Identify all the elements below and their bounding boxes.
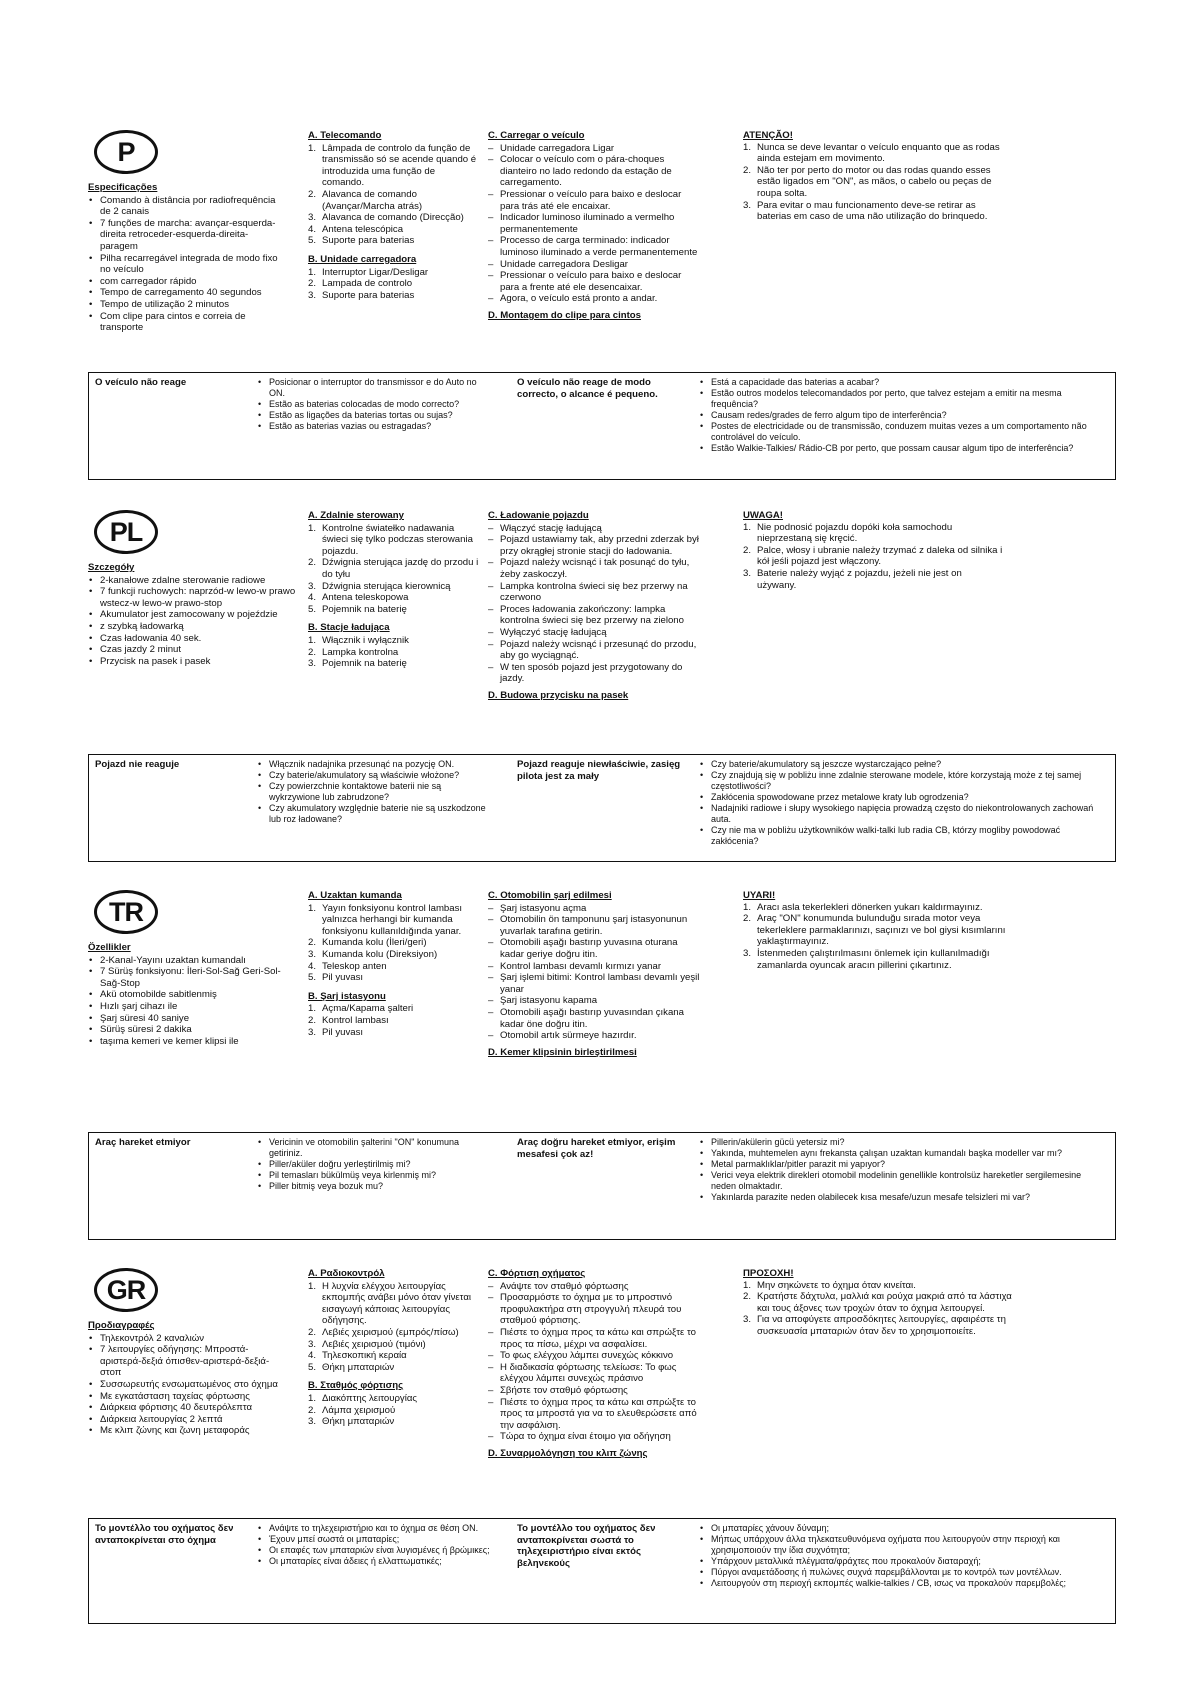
section-c-title: C. Carregar o veículo (488, 130, 585, 141)
list-item: – Η διαδικασία φόρτωσης τελείωσε: Το φως ελέγχου λάμπει συνεχώς πράσινο (488, 1362, 708, 1385)
list-item: – Otomobili aşağı bastırıp yuvasından çıkana kadar öne doğru itin. (488, 1007, 703, 1030)
list-item: – Processo de carga terminado: indicador luminoso iluminado a verde permanentemente (488, 235, 703, 258)
list-item: 2. Kontrol lambası (308, 1014, 389, 1026)
list-item: 3. Για να αποφύγετε απροσδόκητες λειτουργίες, αφαιρέστε τη συσκευασία μπαταριών όταν δεν το χρησιμοποιείτε. (743, 1314, 1006, 1337)
list-item: – Σβήστε τον σταθμό φόρτωσης (488, 1385, 708, 1397)
list-item: • Czy baterie/akumulatory są właściwie włożone? (257, 770, 492, 781)
list-item: 3. Baterie należy wyjąć z pojazdu, jeżeli nie jest on używany. (743, 567, 962, 591)
list-item: 1. Yayın fonksiyonu kontrol lambası yalnızca herhangi bir kumanda fonksiyonu kullanıldığında yanar. (308, 902, 463, 937)
list-item: • 7 funções de marcha: avançar-esquerda-direita retroceder-esquerda-direita-paragem (88, 218, 278, 253)
list-item: • Vericinin ve otomobilin şalterini "ON" konumuna getiriniz. (257, 1137, 487, 1159)
language-badge-gr: GR (94, 1268, 158, 1312)
list-item: • Piller bitmiş veya bozuk mu? (257, 1181, 487, 1192)
troubleshooting-box-gr (88, 1518, 1116, 1624)
trouble-list-2 (699, 1523, 1099, 1589)
trouble-list-1 (257, 1523, 492, 1567)
list-item: • Οι επαφές των μπαταριών είναι λυγισμένες ή βρώμικες; (257, 1545, 492, 1556)
list-item: – Pojazd należy wcisnąć i przesunąć do przodu, aby go wyciągnąć. (488, 639, 703, 662)
language-badge-pl: PL (94, 510, 158, 554)
list-item: – Indicador luminoso iluminado a vermelho permanentemente (488, 212, 703, 235)
trouble-label-2: O veículo não reage de modo correcto, o alcance é pequeno. (517, 377, 658, 400)
list-item: • Şarj süresi 40 saniye (88, 1013, 288, 1025)
warning-title: ΠΡΟΣΟΧΗ! (743, 1268, 794, 1279)
warning-column (743, 510, 1003, 591)
list-item: – Το φως ελέγχου λάμπει συνεχώς κόκκινο (488, 1350, 708, 1362)
trouble-list-2 (699, 759, 1099, 847)
list-item: • Estão Walkie-Talkies/ Rádio-CB por perto, que possam causar algum tipo de interferência? (699, 443, 1099, 454)
list-item: • Posicionar o interruptor do transmissor e do Auto no ON. (257, 377, 492, 399)
list-item: • Ανάψτε το τηλεχειριστήριο και το όχημα σε θέση ON. (257, 1523, 492, 1534)
list-item: 1. Lâmpada de controlo da função de transmissão só se acende quando é introduzida uma função de comando. (308, 142, 477, 189)
list-item: • Está a capacidade das baterias a acabar? (699, 377, 1099, 388)
list-item: • Tempo de utilização 2 minutos (88, 299, 278, 311)
list-item: • 2-Kanal-Yayını uzaktan kumandalı (88, 955, 288, 967)
list-item: • Yakınlarda parazite neden olabilecek kısa mesafe/uzun mesafe telsizleri mi var? (699, 1192, 1099, 1203)
list-item: • Διάρκεια λειτουργίας 2 λεπτά (88, 1414, 288, 1426)
list-item: • Tempo de carregamento 40 segundos (88, 287, 278, 299)
parts-column (308, 130, 478, 301)
charging-column (488, 890, 703, 1058)
list-item: 2. Não ter por perto do motor ou das rodas quando esses estão ligados em "ON", as mãos, o cabelo ou peças de roupa solta. (743, 164, 992, 199)
section-c-title: C. Otomobilin şarj edilmesi (488, 890, 612, 901)
list-item: • Czas jazdy 2 minut (88, 644, 298, 656)
list-item: • 7 Sürüş fonksiyonu: İleri-Sol-Sağ Geri-Sol-Sağ-Stop (88, 966, 288, 989)
list-item: • Akü otomobilde sabitlenmiş (88, 989, 288, 1001)
list-item: • Estão as baterias colocadas de modo correcto? (257, 399, 492, 410)
list-item: • com carregador rápido (88, 276, 278, 288)
list-item: 3. Kumanda kolu (Direksiyon) (308, 948, 438, 960)
list-item: 1. Aracı asla tekerlekleri dönerken yukarı kaldırmayınız. (743, 901, 983, 913)
list-item: • Estão outros modelos telecomandados por perto, que talvez estejam a emitir na mesma frequência? (699, 388, 1099, 410)
list-item: 2. Kumanda kolu (İleri/geri) (308, 937, 427, 949)
list-item: • Pillerin/akülerin gücü yetersiz mi? (699, 1137, 1099, 1148)
list-item: • Causam redes/grades de ferro algum tipo de interferência? (699, 410, 1099, 421)
section-b-title: B. Şarj istasyonu (308, 990, 386, 1002)
trouble-list-2 (699, 1137, 1099, 1203)
list-item: 1. Nunca se deve levantar o veículo enquanto que as rodas ainda estejam em movimento. (743, 141, 1000, 165)
list-item: 3. Suporte para baterias (308, 289, 415, 301)
list-item: • Włącznik nadajnika przesunąć na pozycję ON. (257, 759, 492, 770)
list-item: – W ten sposób pojazd jest przygotowany do jazdy. (488, 662, 703, 685)
list-item: 4. Antena telescópica (308, 223, 404, 235)
list-item: 1. Kontrolne światełko nadawania świeci się tylko podczas sterowania pojazdu. (308, 522, 473, 557)
specs-column (88, 182, 278, 334)
list-item: • z szybką ładowarką (88, 621, 298, 633)
specs-title: Özellikler (88, 942, 131, 953)
specs-title: Especificações (88, 182, 158, 193)
list-item: • Przycisk na pasek i pasek (88, 656, 298, 668)
trouble-label-1: O veículo não reage (95, 377, 187, 388)
list-item: • Czy powierzchnie kontaktowe baterii nie są wykrzywione lub zabrudzone? (257, 781, 492, 803)
list-item: • Pilha recarregável integrada de modo fixo no veículo (88, 253, 278, 276)
list-item: 2. Λεβιές χειρισμού (εμπρός/πίσω) (308, 1326, 459, 1338)
section-a-title: A. Uzaktan kumanda (308, 890, 402, 901)
list-item: • Hızlı şarj cihazı ile (88, 1001, 288, 1013)
list-item: 2. Lampada de controlo (308, 278, 413, 290)
list-item: • Τηλεκοντρόλ 2 καναλιών (88, 1333, 288, 1345)
list-item: 2. Κρατήστε δάχτυλα, μαλλιά και ρούχα μακριά από τα λάστιχα και τους άξονες των τροχών όταν το όχημα λειτουργεί. (743, 1291, 1012, 1314)
trouble-list-2 (699, 377, 1099, 454)
list-item: – Włączyć stację ładującą (488, 523, 703, 535)
list-item: – Pojazd ustawiamy tak, aby przedni zderzak był przy okrągłej stronie stacji do ładowania. (488, 534, 703, 557)
list-item: • Πύργοι αναμετάδοσης ή πυλώνες συχνά παρεμβάλλονται με το κοντρόλ των μοντέλλων. (699, 1567, 1099, 1578)
list-item: – Kontrol lambası devamlı kırmızı yanar (488, 961, 703, 973)
section-c-title: C. Φόρτιση οχήματος (488, 1268, 586, 1279)
list-item: • Nadajniki radiowe i słupy wysokiego napięcia prowadzą często do niekontrolowanych zachowań auta. (699, 803, 1099, 825)
specs-title: Προδιαγραφές (88, 1320, 155, 1331)
list-item: • Czy nie ma w pobliżu użytkowników walki-talki lub radia CB, którzy mogliby powodować zakłócenia? (699, 825, 1099, 847)
list-item: – Lampka kontrolna świeci się bez przerwy na czerwono (488, 581, 703, 604)
section-b-title: B. Stacje ładująca (308, 622, 390, 634)
list-item: 2. Dźwignia sterująca jazdę do przodu i do tyłu (308, 557, 479, 580)
list-item: • Metal parmaklıklar/pitler parazit mi yapıyor? (699, 1159, 1099, 1170)
specs-column (88, 1320, 288, 1437)
list-item: – Pressionar o veículo para baixo e deslocar para a frente até ele desencaixar. (488, 270, 703, 293)
section-a-title: A. Zdalnie sterowany (308, 510, 404, 521)
list-item: 3. Para evitar o mau funcionamento deve-se retirar as baterias em caso de uma não utilização do brinquedo. (743, 199, 988, 223)
list-item: – Wyłączyć stację ładującą (488, 627, 703, 639)
list-item: 5. Suporte para baterias (308, 235, 415, 247)
list-item: – Προσαρμόστε το όχημα με το μπροστινό προφυλακτήρα στη στρογγυλή πλευρά του σταθμού φόρτισης. (488, 1292, 708, 1327)
list-item: • 7 funkcji ruchowych: naprzód-w lewo-w prawo wstecz-w lewo-w prawo-stop (88, 586, 298, 609)
list-item: 2. Palce, włosy i ubranie należy trzymać z daleka od silnika i kół jeśli pojazd jest włączony. (743, 544, 1003, 568)
list-item: • Λειτουργούν στη περιοχή εκπομπές walkie-talkies / CB, ισως να προκαλούν παρεμβολές; (699, 1578, 1099, 1589)
parts-column (308, 510, 483, 670)
list-item: 1. Διακόπτης λειτουργίας (308, 1392, 417, 1404)
warning-column (743, 890, 1008, 971)
list-item: – Şarj istasyonu kapama (488, 995, 703, 1007)
list-item: 3. İstenmeden çalıştırılmasını önlemek için kullanılmadığı zamanlarda oyuncak aracın pillerini çıkartınız. (743, 947, 990, 971)
list-item: 5. Pil yuvası (308, 972, 364, 984)
language-badge-p: P (94, 130, 158, 174)
list-item: 4. Τηλεσκοπική κεραία (308, 1350, 407, 1362)
warning-column (743, 130, 1003, 223)
list-item: – Şarj işlemi bitimi: Kontrol lambası devamlı yeşil yanar (488, 972, 703, 995)
section-c-title: C. Ładowanie pojazdu (488, 510, 589, 521)
trouble-list-1 (257, 1137, 487, 1192)
list-item: • Οι μπαταρίες χάνουν δύναμη; (699, 1523, 1099, 1534)
list-item: 4. Teleskop anten (308, 960, 387, 972)
charging-column (488, 510, 703, 702)
list-item: • Czy znajdują się w pobliżu inne zdalnie sterowane modele, które korzystają może z tej samej częstotliwości? (699, 770, 1099, 792)
list-item: 3. Pil yuvası (308, 1026, 364, 1038)
section-d-title: D. Συναρμολόγηση του κλιπ ζώνης (488, 1447, 648, 1459)
section-d-title: D. Kemer klipsinin birleştirilmesi (488, 1046, 637, 1058)
warning-title: UYARI! (743, 890, 776, 901)
list-item: – Unidade carregadora Desligar (488, 259, 703, 271)
trouble-list-1 (257, 377, 492, 432)
list-item: • Piller/aküler doğru yerleştirilmiş mi? (257, 1159, 487, 1170)
list-item: • Czy baterie/akumulatory są jeszcze wystarczająco pełne? (699, 759, 1099, 770)
list-item: • 7 λειτουργίες οδήγησης: Μπροστά-αριστερά-δεξιά όπισθεν-αριστερά-δεξιά-στοπ (88, 1344, 288, 1379)
list-item: • Zakłócenia spowodowane przez metalowe kraty lub ogrodzenia? (699, 792, 1099, 803)
list-item: 2. Alavanca de comando (Avançar/Marcha atrás) (308, 188, 423, 212)
list-item: – Proces ładowania zakończony: lampka kontrolna świeci się bez przerwy na zielono (488, 604, 703, 627)
list-item: 3. Θήκη μπαταριών (308, 1416, 395, 1428)
warning-title: ATENÇÃO! (743, 130, 793, 141)
trouble-label-1: Pojazd nie reaguje (95, 759, 180, 770)
list-item: • Czas ładowania 40 sek. (88, 633, 298, 645)
list-item: 1. Włącznik i wyłącznik (308, 634, 409, 646)
list-item: • Akumulator jest zamocowany w pojeździe (88, 609, 298, 621)
specs-title: Szczegóły (88, 562, 135, 573)
specs-column (88, 562, 298, 667)
list-item: 3. Λεβιές χειρισμού (τιμόνι) (308, 1338, 426, 1350)
list-item: 1. Μην σηκώνετε το όχημα όταν κινείται. (743, 1279, 916, 1291)
list-item: • Czy akumulatory względnie baterie nie są uszkodzone lub roz ładowane? (257, 803, 492, 825)
list-item: – Pressionar o veículo para baixo e deslocar para trás até ele encaixar. (488, 189, 703, 212)
section-a-title: A. Ραδιοκοντρόλ (308, 1268, 385, 1279)
list-item: 4. Antena teleskopowa (308, 592, 409, 604)
list-item: – Πιέστε το όχημα προς τα κάτω και σπρώξτε το προς τα πίσω, μέχρι να ασφαλίσει. (488, 1327, 708, 1350)
list-item: 1. Açma/Kapama şalteri (308, 1003, 414, 1015)
list-item: – Πιέστε το όχημα προς τα κάτω και σπρώξτε το προς τα μπροστά για να το ελευθερώσετε από την ασφάλιση. (488, 1397, 708, 1432)
list-item: • Verici veya elektrik direkleri otomobil modelinin genellikle kontrolsüz hareketler sergilemesine neden olmaktadır. (699, 1170, 1099, 1192)
list-item: • Comando à distância por radiofrequência de 2 canais (88, 195, 278, 218)
list-item: • taşıma kemeri ve kemer klipsi ile (88, 1036, 288, 1048)
list-item: • Com clipe para cintos e correia de transporte (88, 311, 278, 334)
list-item: – Τώρα το όχημα είναι έτοιμο για οδήγηση (488, 1431, 708, 1443)
specs-column (88, 942, 288, 1047)
list-item: 3. Pojemnik na baterię (308, 658, 407, 670)
list-item: – Şarj istasyonu açma (488, 903, 703, 915)
warning-title: UWAGA! (743, 510, 783, 521)
list-item: – Otomobilin ön tamponunu şarj istasyonunun yuvarlak tarafına getirin. (488, 914, 703, 937)
charging-column (488, 130, 703, 322)
list-item: • Υπάρχουν μεταλλικά πλέγματα/φράχτες που προκαλούν διαταραχή; (699, 1556, 1099, 1567)
section-b-title: B. Σταθμός φόρτισης (308, 1380, 404, 1392)
section-b-title: B. Unidade carregadora (308, 253, 417, 265)
trouble-label-2: Pojazd reaguje niewłaściwie, zasięg pilota jest za mały (517, 759, 681, 782)
trouble-label-1: Το μοντέλλο του οχήματος δεν ανταποκρίνεται στο όχημα (95, 1523, 234, 1546)
list-item: • Yakında, muhtemelen aynı frekansta çalışan uzaktan kumandalı başka modeller var mı? (699, 1148, 1099, 1159)
trouble-label-2: Araç doğru hareket etmiyor, erişim mesafesi çok az! (517, 1137, 676, 1160)
list-item: • 2-kanałowe zdalne sterowanie radiowe (88, 575, 298, 587)
list-item: 1. Interruptor Ligar/Desligar (308, 266, 429, 278)
trouble-list-1 (257, 759, 492, 825)
list-item: • Estão as ligações da baterias tortas ou sujas? (257, 410, 492, 421)
list-item: 2. Araç "ON" konumunda bulunduğu sırada motor veya tekerleklere parmaklarınızı, saçınızı ve bol giysi kısımlarını yaklaştırmayınız. (743, 913, 1006, 948)
section-d-title: D. Montagem do clipe para cintos (488, 309, 641, 321)
list-item: • Μήπως υπάρχουν άλλα τηλεκατευθυνόμενα οχήματα που λειτουργούν στην περιοχή και χρησιμοποιούν την ίδια συχνότητα; (699, 1534, 1099, 1556)
list-item: • Sürüş süresi 2 dakika (88, 1024, 288, 1036)
list-item: 2. Λάμπα χειρισμού (308, 1404, 396, 1416)
list-item: • Postes de electricidade ou de transmissão, conduzem muitas vezes a um comportamento não controlável do veículo. (699, 421, 1099, 443)
list-item: 1. Η λυχνία ελέγχου λειτουργίας εκπομπής ανάβει μόνο όταν γίνεται εισαγωγή κάποιας λειτουργίας οδήγησης. (308, 1280, 472, 1327)
trouble-label-2: Το μοντέλλο του οχήματος δεν ανταποκρίνεται σωστά το τηλεχειριστήριο είναι εκτός βεληνεκούς (517, 1523, 656, 1569)
parts-column (308, 890, 478, 1038)
list-item: • Έχουν μπεί σωστά οι μπαταρίες; (257, 1534, 492, 1545)
warning-column (743, 1268, 1013, 1338)
language-badge-tr: TR (94, 890, 158, 934)
list-item: • Οι μπαταρίες είναι άδειες ή ελλαττωματικές; (257, 1556, 492, 1567)
list-item: • Διάρκεια φόρτισης 40 δευτερόλεπτα (88, 1402, 288, 1414)
parts-column (308, 1268, 483, 1428)
list-item: – Colocar o veículo com o pára-choques dianteiro no lado redondo da estação de carregamento. (488, 154, 703, 189)
list-item: – Pojazd należy wcisnąć i tak posunąć do tyłu, żeby zaskoczył. (488, 557, 703, 580)
list-item: – Unidade carregadora Ligar (488, 143, 703, 155)
list-item: • Estão as baterias vazias ou estragadas? (257, 421, 492, 432)
section-d-title: D. Budowa przycisku na pasek (488, 689, 629, 701)
list-item: • Pil temasları bükülmüş veya kirlenmiş mi? (257, 1170, 487, 1181)
troubleshooting-box-pl (88, 754, 1116, 862)
list-item: 3. Alavanca de comando (Direcção) (308, 212, 464, 224)
list-item: • Με κλιπ ζώνης και ζωνη μεταφοράς (88, 1425, 288, 1437)
section-a-title: A. Telecomando (308, 130, 382, 141)
list-item: • Με εγκατάσταση ταχείας φόρτωσης (88, 1391, 288, 1403)
list-item: 1. Nie podnosić pojazdu dopóki koła samochodu nieprzestaną się kręcić. (743, 521, 953, 545)
list-item: – Ανάψτε τον σταθμό φόρτωσης (488, 1281, 708, 1293)
list-item: – Otomobili aşağı bastırıp yuvasına oturana kadar geriye doğru itin. (488, 937, 703, 960)
trouble-label-1: Araç hareket etmiyor (95, 1137, 191, 1148)
list-item: 2. Lampka kontrolna (308, 646, 399, 658)
list-item: 5. Θήκη μπαταριών (308, 1361, 395, 1373)
list-item: 3. Dźwignia sterująca kierownicą (308, 580, 451, 592)
list-item: – Otomobil artık sürmeye hazırdır. (488, 1030, 703, 1042)
troubleshooting-box-tr (88, 1132, 1116, 1240)
charging-column (488, 1268, 708, 1460)
list-item: – Agora, o veículo está pronto a andar. (488, 293, 703, 305)
list-item: • Συσσωρευτής ενσωματωμένος στο όχημα (88, 1379, 288, 1391)
troubleshooting-box-p (88, 372, 1116, 480)
list-item: 5. Pojemnik na baterię (308, 603, 407, 615)
